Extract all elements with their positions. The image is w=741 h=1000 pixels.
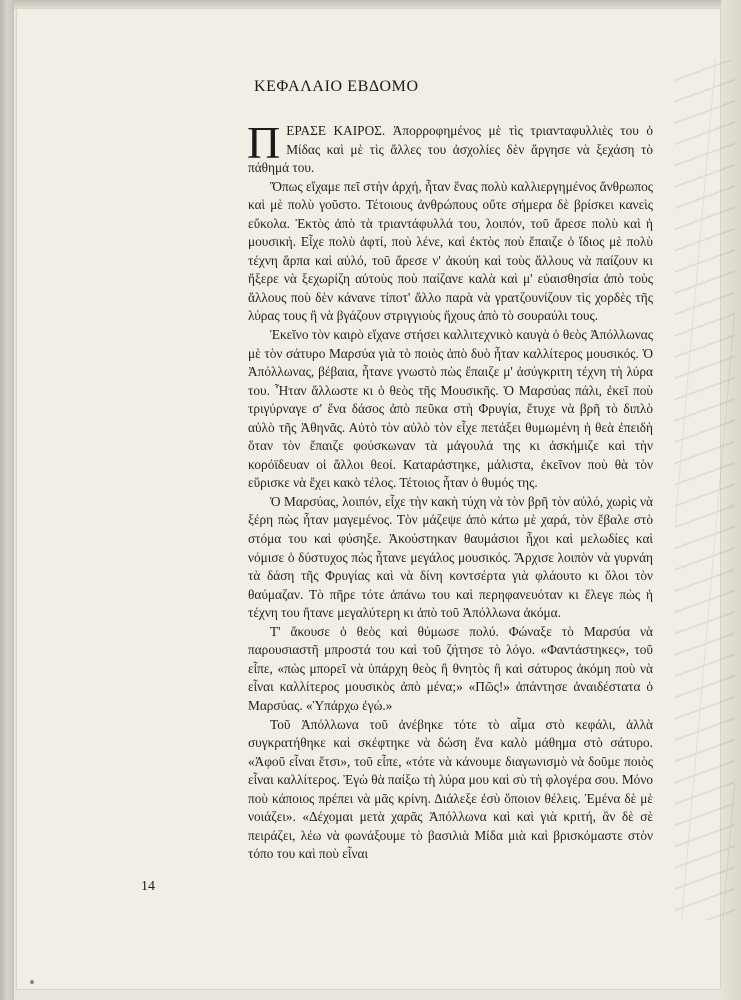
bleed-through-illustration — [675, 60, 735, 920]
paragraph-5: Τ' ἄκουσε ὁ θεὸς καὶ θύμωσε πολύ. Φώναξε τὸ Μαρσύα νὰ παρουσιαστῆ μπροστά του καὶ τοῦ ζήτησε τὸ λόγο. «Φαντάστηκες», τοῦ εἶπε, «πὼς μπορεῖ νὰ ὑπάρχη θεὸς ἢ θνητὸς ἢ καὶ σάτυρος ἀκόμη ποὺ νὰ εἶναι καλλίτερος μουσικὸς ἀπὸ μένα;» «Πῶς!» ἀπάντησε ἀναιδέστατα ὁ Μαρσύας. «Ὑπάρχω ἐγώ.» — [248, 623, 653, 713]
scan-shadow-left — [0, 0, 14, 1000]
paragraph-3: Ἐκεῖνο τὸν καιρὸ εἴχανε στήσει καλλιτεχνικὸ καυγὰ ὁ θεὸς Ἀπόλλωνας μὲ τὸν σάτυρο Μαρσύα γιὰ τὸ ποιὸς ἀπὸ δυὸ ἦταν καλλίτερος μουσικός. Ὁ Ἀπόλλωνας, βέβαια, ἦτανε γνωστὸ πὼς ἔπαιζε μ' ἀσύγκριτη τέχνη τὴ λύρα του. Ἦταν ἄλλωστε κι ὁ θεὸς τῆς Μουσικῆς. Ὁ Μαρσύας πάλι, ἐκεῖ ποὺ τριγύρναγε σ' ἕνα δάσος ἀπὸ πεῦκα στὴ Φρυγία, ἔτυχε νὰ βρῆ τὸ διπλὸ αὐλὸ τῆς Ἀθηνᾶς. Αὐτὸ τὸν αὐλὸ τὸν εἶχε πετάξει θυμωμένη ἡ θεὰ ἐπειδὴ ὅταν τὸν ἔπαιζε φούσκωναν τὰ μάγουλά της κι ἀσκήμιζε καὶ τὴν κορόϊδευαν οἱ ἄλλοι θεοί. Καταράστηκε, μάλιστα, ἐκεῖνον ποὺ θὰ τὸν εὕρισκε νὰ ἔχει κακὸ τέλος. Τέτοιος ἦταν ὁ θυμός της. — [248, 327, 653, 491]
drop-cap: Π — [247, 117, 281, 168]
paragraph-1: ΠΕΡΑΣΕ ΚΑΙΡΟΣ. Ἀπορροφημένος μὲ τὶς τριανταφυλλιὲς του ὁ Μίδας καὶ μὲ τὶς ἄλλες του ἀσχολίες δὲν ἄργησε νὰ ξεχάση τὸ πάθημά του. — [247, 117, 653, 176]
paragraph-6: Τοῦ Ἀπόλλωνα τοῦ ἀνέβηκε τότε τὸ αἷμα στὸ κεφάλι, ἀλλὰ συγκρατήθηκε καὶ σκέφτηκε νὰ δώση ἕνα καλὸ μάθημα στὸ σάτυρο. «Ἀφοῦ εἶναι ἔτσι», τοῦ εἶπε, «τότε νὰ κάνουμε διαγωνισμὸ νὰ δοῦμε ποιὸς εἶναι καλλίτερος. Ἐγὼ θὰ παίξω τὴ λύρα μου καὶ σὺ τὴ φλογέρα σου. Μόνο ποὺ κάποιος πρέπει νὰ μᾶς κρίνη. Διάλεξε ἐσὺ ὅποιον θέλεις. Ἐμένα δὲ μὲ νοιάζει». «Δέχομαι μετὰ χαρᾶς Ἀπόλλωνα καὶ καὶ γιὰ κριτή, ἂν δὲ σὲ πειράζει, λέω νὰ φωνάξουμε τὸ βασιλιὰ Μίδα μιὰ καὶ βρισκόμαστε στὸν τόπο του καὶ ποὺ εἶναι — [248, 716, 653, 862]
page-number: 14 — [141, 879, 155, 894]
paragraph-4: Ὁ Μαρσύας, λοιπόν, εἶχε τὴν κακὴ τύχη νὰ τὸν βρῆ τὸν αὐλό, χωρὶς νὰ ξέρη πὼς ἦταν μαγεμένος. Τὸν μάζεψε ἀπὸ κάτω μὲ χαρά, τὸν ἔβαλε στὸ στόμα του καὶ φύσηξε. Ἀκούστηκαν θαυμάσιοι ἦχοι καὶ μελωδίες καὶ νόμισε ὁ δύστυχος πὼς ἦτανε μεγάλος μουσικός. Ἄρχισε λοιπὸν νὰ γυρνάη τὰ δάση τῆς Φρυγίας καὶ νὰ δίνη κοντσέρτα γιὰ φλάουτο κι ὅλοι τὸν θαύμαζαν. Τὸ πῆρε τότε ἀπάνω του καὶ περηφανευόταν κι ἔλεγε πὼς ἡ τέχνη του ἤτανε μεγαλύτερη κι ἀπὸ τοῦ Ἀπόλλωνα ἀκόμα. — [248, 493, 653, 621]
paragraph-2: Ὅπως εἴχαμε πεῖ στὴν ἀρχή, ἦταν ἕνας πολὺ καλλιεργημένος ἄνθρωπος καὶ μὲ πολὺ γοῦστο. Τέτοιους ἀνθρώπους οὔτε σήμερα δὲ βρίσκει κανεὶς εὔκολα. Ἐκτὸς ἀπὸ τὰ τριαντάφυλλά του, λοιπόν, τοῦ ἄρεσε πολὺ καὶ ἡ μουσική. Εἶχε πολὺ ἀφτί, ποὺ λένε, καὶ ἐκτὸς ποὺ ἔπαιζε ὁ ἴδιος μὲ πολὺ τέχνη ἅρπα καὶ αὐλό, τοῦ ἄρεσε ν' ἀκούη καὶ τοὺς ἄλλους νὰ παίζουν κι ἤξερε νὰ ξεχωρίζη αὐτοὺς ποὺ παίζανε καλὰ καὶ μ' εὐαισθησία ἀπὸ τοὺς ἄλλους ποὺ δὲν κάνανε τίποτ' ἄλλο παρὰ νὰ γρατζουνίζουν τὶς χορδὲς τῆς λύρας τους ἢ νὰ βγάζουν στριγγιοὺς ἤχους ἀπὸ τὸ σουραύλι τους. — [248, 178, 653, 324]
body-text — [247, 117, 653, 864]
chapter-title: ΚΕΦΑΛΑΙΟ ΕΒΔΟΜΟ — [254, 78, 419, 95]
scan-speck — [30, 980, 34, 984]
